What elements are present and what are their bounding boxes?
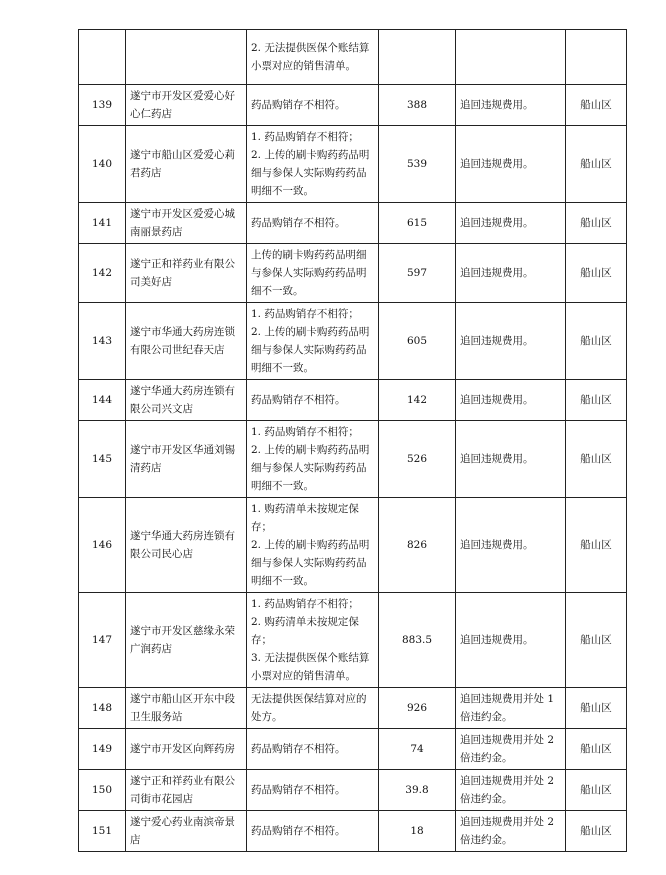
violation-reasons	[247, 811, 379, 852]
table-row	[79, 498, 627, 593]
table-row	[79, 85, 627, 126]
institution-name: 遂宁正和祥药业有限公司街市花园店	[126, 770, 247, 811]
handling-action: 追回违规费用。	[456, 498, 566, 593]
district: 船山区	[566, 421, 627, 498]
violation-reasons	[247, 421, 379, 498]
table-row	[79, 729, 627, 770]
institution-name: 遂宁市开发区慈缘永荣广润药店	[126, 593, 247, 688]
district	[566, 30, 627, 85]
handling-action: 追回违规费用。	[456, 244, 566, 303]
handling-action: 追回违规费用。	[456, 203, 566, 244]
district: 船山区	[566, 729, 627, 770]
handling-action	[456, 30, 566, 85]
table-row	[79, 593, 627, 688]
violation-reason: 1. 购药清单未按规定保存；	[251, 503, 359, 533]
violation-amount: 605	[379, 303, 456, 380]
handling-action: 追回违规费用并处 2 倍违约金。	[456, 811, 566, 852]
violation-amount: 883.5	[379, 593, 456, 688]
row-number: 143	[79, 303, 126, 380]
row-number: 145	[79, 421, 126, 498]
violation-amount: 18	[379, 811, 456, 852]
violation-reasons	[247, 380, 379, 421]
handling-action: 追回违规费用。	[456, 85, 566, 126]
institution-name: 遂宁市船山区开东中段卫生服务站	[126, 688, 247, 729]
institution-name: 遂宁市开发区爱爱心城南丽景药店	[126, 203, 247, 244]
row-number: 142	[79, 244, 126, 303]
violation-reason: 2. 无法提供医保个账结算小票对应的销售清单。	[251, 42, 370, 72]
handling-action: 追回违规费用。	[456, 380, 566, 421]
violation-reason: 2. 上传的刷卡购药药品明细与参保人实际购药药品明细不一致。	[251, 444, 370, 492]
violation-reason: 无法提供医保结算对应的处方。	[251, 693, 367, 723]
violation-reason: 药品购销存不相符。	[251, 743, 346, 755]
violation-reason: 2. 上传的刷卡购药药品明细与参保人实际购药药品明细不一致。	[251, 326, 370, 374]
district: 船山区	[566, 126, 627, 203]
row-number: 146	[79, 498, 126, 593]
violation-amount: 142	[379, 380, 456, 421]
violation-reason: 药品购销存不相符。	[251, 784, 346, 796]
row-number	[79, 30, 126, 85]
violation-reason: 药品购销存不相符。	[251, 825, 346, 837]
violation-reason: 1. 药品购销存不相符；	[251, 598, 359, 610]
violation-reason: 上传的刷卡购药药品明细与参保人实际购药药品明细不一致。	[251, 249, 367, 297]
violation-reason: 3. 无法提供医保个账结算小票对应的销售清单。	[251, 652, 370, 682]
violation-reason: 2. 上传的刷卡购药药品明细与参保人实际购药药品明细不一致。	[251, 539, 370, 587]
violation-amount: 597	[379, 244, 456, 303]
violation-amount: 539	[379, 126, 456, 203]
violation-reason: 1. 药品购销存不相符；	[251, 308, 359, 320]
institution-name: 遂宁市开发区向辉药房	[126, 729, 247, 770]
violations-table	[78, 29, 627, 852]
handling-action: 追回违规费用。	[456, 126, 566, 203]
district: 船山区	[566, 203, 627, 244]
institution-name: 遂宁市开发区华通刘锡清药店	[126, 421, 247, 498]
violation-reason: 1. 药品购销存不相符；	[251, 131, 359, 143]
table-row	[79, 203, 627, 244]
table-row	[79, 688, 627, 729]
institution-name: 遂宁正和祥药业有限公司美好店	[126, 244, 247, 303]
violation-amount	[379, 30, 456, 85]
district: 船山区	[566, 244, 627, 303]
table-row	[79, 421, 627, 498]
violation-amount: 526	[379, 421, 456, 498]
row-number: 140	[79, 126, 126, 203]
violation-reasons	[247, 303, 379, 380]
table-row	[79, 811, 627, 852]
violation-reasons	[247, 729, 379, 770]
violation-amount: 74	[379, 729, 456, 770]
handling-action: 追回违规费用。	[456, 421, 566, 498]
violation-reasons	[247, 126, 379, 203]
handling-action: 追回违规费用。	[456, 303, 566, 380]
violation-reason: 2. 上传的刷卡购药药品明细与参保人实际购药药品明细不一致。	[251, 149, 370, 197]
violation-reasons	[247, 244, 379, 303]
institution-name: 遂宁华通大药房连锁有限公司民心店	[126, 498, 247, 593]
row-number: 149	[79, 729, 126, 770]
table-row	[79, 244, 627, 303]
district: 船山区	[566, 380, 627, 421]
institution-name	[126, 30, 247, 85]
violation-reason: 1. 药品购销存不相符；	[251, 426, 359, 438]
row-number: 150	[79, 770, 126, 811]
district: 船山区	[566, 85, 627, 126]
handling-action: 追回违规费用并处 2 倍违约金。	[456, 770, 566, 811]
institution-name: 遂宁华通大药房连锁有限公司兴文店	[126, 380, 247, 421]
violation-amount: 615	[379, 203, 456, 244]
row-number: 151	[79, 811, 126, 852]
table-row	[79, 770, 627, 811]
violation-reason: 2. 购药清单未按规定保存；	[251, 616, 359, 646]
violation-reasons	[247, 30, 379, 85]
institution-name: 遂宁市开发区爱爱心好心仁药店	[126, 85, 247, 126]
district: 船山区	[566, 303, 627, 380]
violation-reason: 药品购销存不相符。	[251, 99, 346, 111]
violation-amount: 826	[379, 498, 456, 593]
table-row	[79, 126, 627, 203]
row-number: 144	[79, 380, 126, 421]
table-row	[79, 303, 627, 380]
institution-name: 遂宁爱心药业南滨帝景店	[126, 811, 247, 852]
district: 船山区	[566, 593, 627, 688]
violation-reasons	[247, 498, 379, 593]
district: 船山区	[566, 770, 627, 811]
table-row	[79, 380, 627, 421]
handling-action: 追回违规费用。	[456, 593, 566, 688]
violation-reasons	[247, 85, 379, 126]
handling-action: 追回违规费用并处 2 倍违约金。	[456, 729, 566, 770]
institution-name: 遂宁市华通大药房连锁有限公司世纪春天店	[126, 303, 247, 380]
violation-reasons	[247, 593, 379, 688]
district: 船山区	[566, 811, 627, 852]
table-row	[79, 30, 627, 85]
violation-amount: 926	[379, 688, 456, 729]
institution-name: 遂宁市船山区爱爱心莉君药店	[126, 126, 247, 203]
violation-amount: 388	[379, 85, 456, 126]
row-number: 139	[79, 85, 126, 126]
district: 船山区	[566, 688, 627, 729]
violation-reasons	[247, 770, 379, 811]
row-number: 148	[79, 688, 126, 729]
violation-reason: 药品购销存不相符。	[251, 217, 346, 229]
violation-reasons	[247, 688, 379, 729]
district: 船山区	[566, 498, 627, 593]
row-number: 141	[79, 203, 126, 244]
violation-amount: 39.8	[379, 770, 456, 811]
row-number: 147	[79, 593, 126, 688]
violation-reason: 药品购销存不相符。	[251, 394, 346, 406]
violation-reasons	[247, 203, 379, 244]
table-body	[79, 30, 627, 852]
handling-action: 追回违规费用并处 1 倍违约金。	[456, 688, 566, 729]
